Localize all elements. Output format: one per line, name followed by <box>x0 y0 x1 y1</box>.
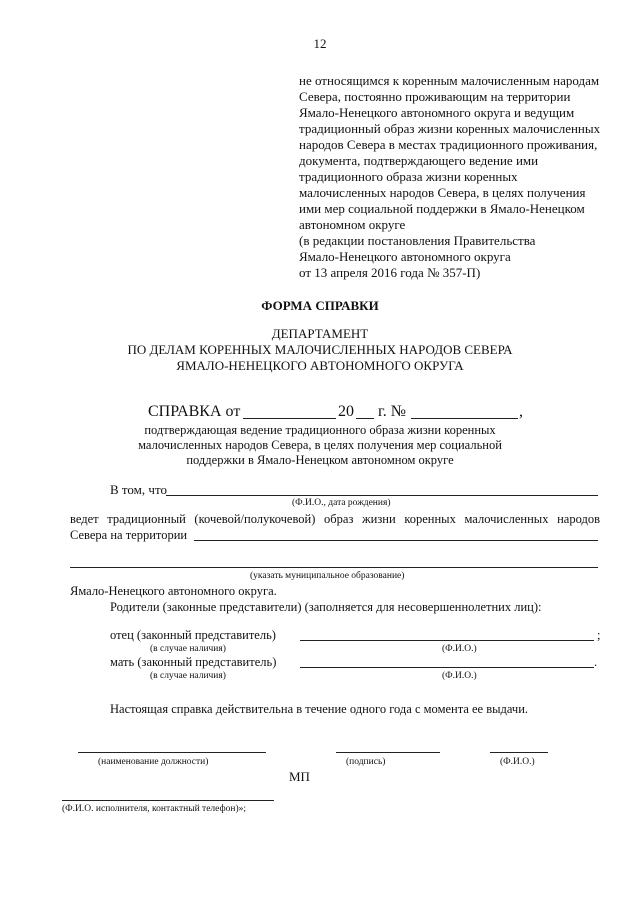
mother-end: . <box>594 655 598 669</box>
cert-word: СПРАВКА от <box>148 403 241 420</box>
department-line: ДЕПАРТАМЕНТ <box>271 326 369 341</box>
header-line: автономном округе <box>299 217 406 232</box>
header-line: от 13 апреля 2016 года № 357-П) <box>299 265 481 280</box>
cert-comma: , <box>519 403 523 420</box>
in-that-label: В том, что <box>110 482 167 497</box>
mother-fio-hint: (Ф.И.О.) <box>442 671 477 681</box>
leads-line: ведет традиционный (кочевой/полукочевой) образ жизни коренных малочисленных народов <box>70 512 600 526</box>
department-block <box>0 326 640 374</box>
district-text: Ямало-Ненецкого автономного округа. <box>70 584 277 598</box>
father-label: отец (законный представитель) <box>110 628 276 642</box>
department-line: ПО ДЕЛАМ КОРЕННЫХ МАЛОЧИСЛЕННЫХ НАРОДОВ СЕВЕРА <box>127 342 513 357</box>
municipality-line[interactable] <box>70 567 598 568</box>
cert-subtitle <box>0 423 640 468</box>
signature-hint: (подпись) <box>346 757 386 767</box>
validity-text: Настоящая справка действительна в течение одного года с момента ее выдачи. <box>110 702 529 716</box>
north-territory-label: Севера на территории <box>70 528 188 542</box>
mother-if-present-hint: (в случае наличия) <box>150 671 226 681</box>
header-line: традиционного образа жизни коренных <box>299 169 518 184</box>
cert-year-line[interactable] <box>356 418 374 419</box>
father-fio-hint: (Ф.И.О.) <box>442 644 477 654</box>
position-line[interactable] <box>78 752 266 753</box>
executor-hint: (Ф.И.О. исполнителя, контактный телефон)»; <box>62 804 247 814</box>
cert-date-line[interactable] <box>243 418 336 419</box>
department-line: ЯМАЛО-НЕНЕЦКОГО АВТОНОМНОГО ОКРУГА <box>176 358 464 373</box>
cert-subtitle-line: подтверждающая ведение традиционного образа жизни коренных <box>144 423 496 437</box>
form-title: ФОРМА СПРАВКИ <box>261 298 379 313</box>
header-line: традиционный образ жизни коренных малочисленных <box>299 121 601 136</box>
fio-birth-line[interactable] <box>166 495 598 496</box>
cert-subtitle-line: малочисленных народов Севера, в целях получения мер социальной <box>138 438 502 452</box>
header-block <box>299 73 609 281</box>
father-if-present-hint: (в случае наличия) <box>150 644 226 654</box>
cert-year: 20 <box>338 403 354 420</box>
position-hint: (наименование должности) <box>98 757 209 767</box>
father-end: ; <box>597 628 601 642</box>
header-line: Севера, постоянно проживающим на территории <box>299 89 571 104</box>
page-number: 12 <box>313 36 327 51</box>
header-line: Ямало-Ненецкого автономного округа и ведущим <box>299 105 575 120</box>
stamp-place: МП <box>289 769 310 784</box>
cert-number-label: г. № <box>378 403 407 420</box>
header-line: (в редакции постановления Правительства <box>299 233 536 248</box>
header-line: ими мер социальной поддержки в Ямало-Ненецком <box>299 201 585 216</box>
mother-label: мать (законный представитель) <box>110 655 277 669</box>
municipality-hint: (указать муниципальное образование) <box>250 571 405 581</box>
mother-line[interactable] <box>300 667 594 668</box>
header-line: Ямало-Ненецкого автономного округа <box>299 249 511 264</box>
header-line: народов Севера в местах традиционного проживания, <box>299 137 598 152</box>
header-line: не относящимся к коренным малочисленным народам <box>299 73 600 88</box>
cert-subtitle-line: поддержки в Ямало-Ненецком автономном округе <box>186 453 454 467</box>
parents-label: Родители (законные представители) (заполняется для несовершеннолетних лиц): <box>110 600 542 614</box>
signer-fio-line[interactable] <box>490 752 548 753</box>
territory-line[interactable] <box>194 540 598 541</box>
header-line: малочисленных народов Севера, в целях получения <box>299 185 586 200</box>
father-line[interactable] <box>300 640 594 641</box>
signer-fio-hint: (Ф.И.О.) <box>500 757 535 767</box>
fio-birth-hint: (Ф.И.О., дата рождения) <box>292 498 391 508</box>
header-line: документа, подтверждающего ведение ими <box>299 153 539 168</box>
signature-line[interactable] <box>336 752 440 753</box>
executor-line[interactable] <box>62 800 274 801</box>
cert-number-line[interactable] <box>411 418 518 419</box>
